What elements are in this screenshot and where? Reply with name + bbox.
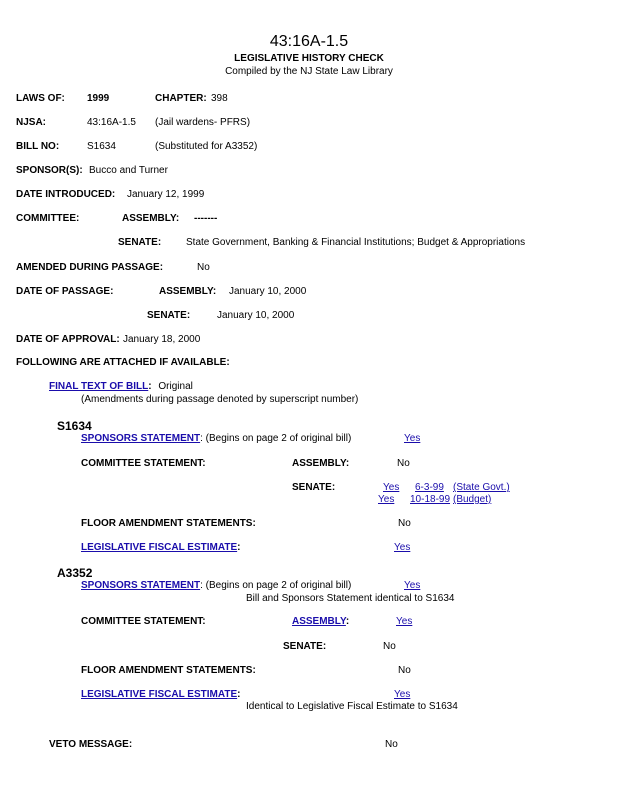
passage-assembly-value: January 10, 2000 xyxy=(229,286,307,297)
final-text-link[interactable]: FINAL TEXT OF BILL xyxy=(49,381,149,392)
committee-assembly-label: ASSEMBLY: xyxy=(122,213,180,224)
njsa-label: NJSA: xyxy=(16,117,47,128)
s1634-senate-date-2[interactable]: 10-18-99 xyxy=(410,494,451,505)
approval-value: January 18, 2000 xyxy=(123,334,201,345)
s1634-committee-label: COMMITTEE STATEMENT: xyxy=(81,458,206,469)
final-text-colon: : xyxy=(148,381,152,392)
a3352-assembly-link[interactable]: ASSEMBLY xyxy=(292,616,346,627)
bill-no-value: S1634 xyxy=(87,141,116,152)
date-introduced-value: January 12, 1999 xyxy=(127,189,205,200)
compiled-by: Compiled by the NJ State Law Library xyxy=(225,66,393,77)
a3352-assembly-yes[interactable]: Yes xyxy=(396,616,413,627)
s1634-senate-yes-2[interactable]: Yes xyxy=(378,494,395,505)
s1634-heading: S1634 xyxy=(57,419,92,433)
a3352-sponsors-row xyxy=(81,580,351,592)
s1634-fiscal-colon: : xyxy=(237,542,241,553)
s1634-senate-date-1[interactable]: 6-3-99 xyxy=(415,482,444,493)
passage-assembly-label: ASSEMBLY: xyxy=(159,286,217,297)
a3352-fiscal-link[interactable]: LEGISLATIVE FISCAL ESTIMATE xyxy=(81,689,238,700)
s1634-fiscal-link[interactable]: LEGISLATIVE FISCAL ESTIMATE xyxy=(81,542,238,553)
a3352-floor-label: FLOOR AMENDMENT STATEMENTS: xyxy=(81,665,256,676)
s1634-senate-yes-1[interactable]: Yes xyxy=(383,482,400,493)
final-text-row xyxy=(49,381,193,393)
bill-no-label: BILL NO: xyxy=(16,141,60,152)
approval-label: DATE OF APPROVAL: xyxy=(16,334,120,345)
passage-senate-label: SENATE: xyxy=(147,310,191,321)
final-text-value: Original xyxy=(158,381,193,392)
a3352-sponsors-yes[interactable]: Yes xyxy=(404,580,421,591)
chapter-label: CHAPTER: xyxy=(155,93,207,104)
a3352-floor-value: No xyxy=(398,665,411,676)
sponsors-label: SPONSOR(S): xyxy=(16,165,83,176)
s1634-sponsors-link[interactable]: SPONSORS STATEMENT xyxy=(81,433,201,444)
date-introduced-label: DATE INTRODUCED: xyxy=(16,189,116,200)
s1634-senate-comm-1[interactable]: (State Govt.) xyxy=(453,482,510,493)
veto-label: VETO MESSAGE: xyxy=(49,739,133,750)
page-subtitle: LEGISLATIVE HISTORY CHECK xyxy=(234,53,384,64)
a3352-fiscal-row xyxy=(81,689,240,701)
amended-label: AMENDED DURING PASSAGE: xyxy=(16,262,164,273)
a3352-sponsors-note2: Bill and Sponsors Statement identical to S1634 xyxy=(246,593,455,604)
s1634-floor-label: FLOOR AMENDMENT STATEMENTS: xyxy=(81,518,256,529)
s1634-fiscal-yes[interactable]: Yes xyxy=(394,542,411,553)
chapter-value: 398 xyxy=(211,93,228,104)
a3352-sponsors-link[interactable]: SPONSORS STATEMENT xyxy=(81,580,201,591)
a3352-fiscal-note: Identical to Legislative Fiscal Estimate to S1634 xyxy=(246,701,458,712)
committee-label: COMMITTEE: xyxy=(16,213,80,224)
s1634-sponsors-row xyxy=(81,433,351,445)
s1634-floor-value: No xyxy=(398,518,411,529)
a3352-senate-label: SENATE: xyxy=(283,641,327,652)
a3352-sponsors-note: : (Begins on page 2 of original bill) xyxy=(200,580,352,591)
laws-of-label: LAWS OF: xyxy=(16,93,65,104)
s1634-assembly-label: ASSEMBLY: xyxy=(292,458,350,469)
njsa-note: (Jail wardens- PFRS) xyxy=(155,117,251,128)
passage-label: DATE OF PASSAGE: xyxy=(16,286,114,297)
s1634-assembly-value: No xyxy=(397,458,410,469)
a3352-fiscal-colon: : xyxy=(237,689,241,700)
s1634-senate-comm-2[interactable]: (Budget) xyxy=(453,494,492,505)
sponsors-value: Bucco and Turner xyxy=(89,165,168,176)
a3352-committee-label: COMMITTEE STATEMENT: xyxy=(81,616,206,627)
s1634-sponsors-note: : (Begins on page 2 of original bill) xyxy=(200,433,352,444)
bill-no-note: (Substituted for A3352) xyxy=(155,141,258,152)
laws-of-value: 1999 xyxy=(87,93,110,104)
a3352-assembly-colon: : xyxy=(345,616,350,627)
a3352-senate-value: No xyxy=(383,641,396,652)
a3352-fiscal-yes[interactable]: Yes xyxy=(394,689,411,700)
page-title: 43:16A-1.5 xyxy=(269,33,349,50)
committee-senate-value: State Government, Banking & Financial Institutions; Budget & Appropriations xyxy=(186,237,526,248)
s1634-fiscal-row xyxy=(81,542,240,554)
a3352-heading: A3352 xyxy=(57,566,93,580)
s1634-sponsors-yes[interactable]: Yes xyxy=(404,433,421,444)
a3352-assembly-row xyxy=(292,616,349,628)
s1634-senate-label: SENATE: xyxy=(292,482,336,493)
committee-senate-label: SENATE: xyxy=(118,237,162,248)
final-text-note: (Amendments during passage denoted by superscript number) xyxy=(81,394,359,405)
passage-senate-value: January 10, 2000 xyxy=(217,310,295,321)
following-heading: FOLLOWING ARE ATTACHED IF AVAILABLE: xyxy=(16,357,230,368)
amended-value: No xyxy=(197,262,210,273)
committee-assembly-value: ------- xyxy=(194,213,218,224)
njsa-value: 43:16A-1.5 xyxy=(87,117,136,128)
veto-value: No xyxy=(385,739,398,750)
